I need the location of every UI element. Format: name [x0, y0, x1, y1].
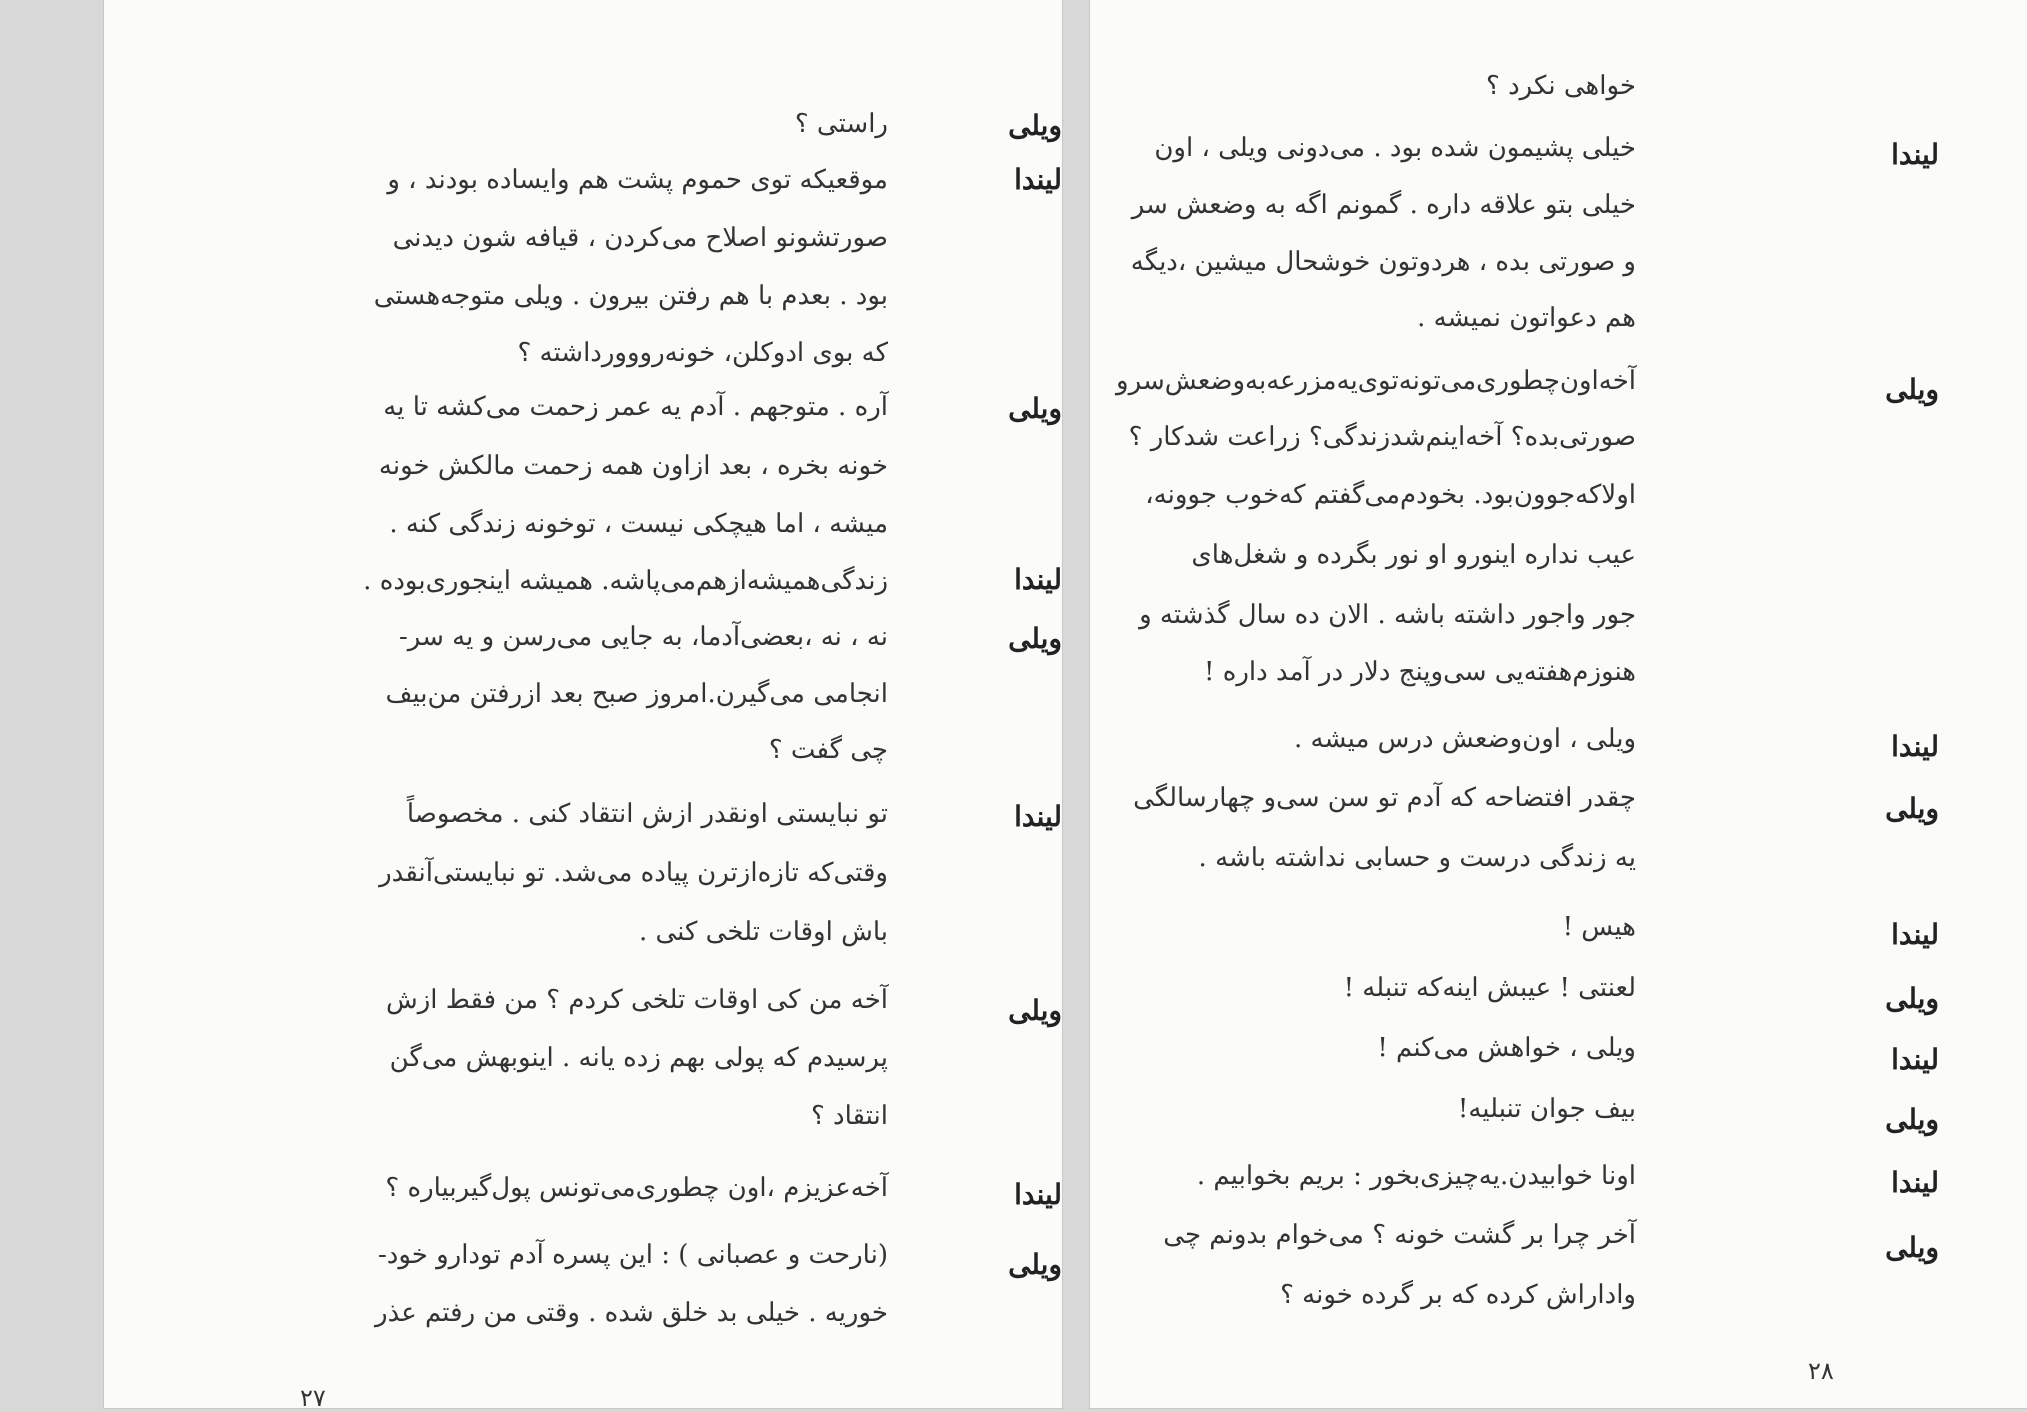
page-number: ۲۸ [1808, 1357, 1834, 1385]
speaker-name: لیندا [1891, 918, 1939, 951]
text-line: ویلی ، اون‌وضعش درس میشه . [1293, 724, 1636, 754]
text-line: آخه من کی اوقات تلخی کردم ؟ من فقط ازش [386, 985, 888, 1015]
speaker-name: لیندا [1891, 730, 1939, 763]
text-line: تو نبایستی اونقدر ازش انتقاد کنی . مخصوصاً [406, 799, 888, 829]
speaker-name: ویلی [1885, 792, 1939, 825]
page-27 [104, 0, 1062, 1412]
speaker-name: ویلی [1008, 1248, 1062, 1281]
text-line: چقدر افتضاحه که آدم تو سن سی‌و چهارسالگی [1133, 783, 1636, 813]
text-line: آخه‌اون‌چطوری‌می‌تونه‌توی‌یه‌مزرعه‌به‌وضعش‌سرو [1116, 366, 1636, 396]
speaker-name: لیندا [1891, 138, 1939, 171]
text-line: انتقاد ؟ [810, 1101, 888, 1131]
text-line: انجامی می‌گیرن.امروز صبح بعد ازرفتن من‌بیف [385, 679, 888, 709]
text-line: موقعیکه توی حموم پشت هم وایساده بودند ، و [387, 165, 888, 195]
speaker-name: لیندا [1014, 1178, 1062, 1211]
text-line: نه ، نه ،بعضی‌آدما، به جایی می‌رسن و یه سر- [398, 622, 888, 652]
speaker-name: ویلی [1008, 994, 1062, 1027]
text-line: واداراش کرده که بر گرده خونه ؟ [1280, 1280, 1636, 1310]
text-line: آخه‌عزیزم ،اون چطوری‌می‌تونس پول‌گیربیاره ؟ [385, 1173, 888, 1203]
speaker-name: ویلی [1008, 109, 1062, 142]
page-number: ۲۷ [300, 1384, 326, 1412]
text-line: که بوی ادوکلن، خونه‌رووورداشته ؟ [517, 338, 888, 368]
text-line: لعنتی ! عیبش اینه‌که تنبله ! [1343, 973, 1636, 1003]
text-line: خونه بخره ، بعد ازاون همه زحمت مالکش خونه [378, 451, 888, 481]
text-line: آره . متوجهم . آدم یه عمر زحمت می‌کشه تا یه [383, 392, 888, 422]
speaker-name: ویلی [1885, 982, 1939, 1015]
speaker-name: ویلی [1885, 373, 1939, 406]
text-line: هنوزم‌هفته‌یی سی‌وپنج دلار در آمد داره ! [1204, 657, 1636, 687]
text-line: خوریه . خیلی بد خلق شده . وقتی من رفتم عذر [375, 1298, 888, 1328]
speaker-name: لیندا [1891, 1166, 1939, 1199]
text-line: بود . بعدم با هم رفتن بیرون . ویلی متوجه‌هستی [373, 281, 888, 311]
text-line: پرسیدم که پولی بهم زده یانه . اینوبهش می‌گن [389, 1043, 888, 1073]
speaker-name: ویلی [1008, 392, 1062, 425]
text-line: خواهی نکرد ؟ [1486, 71, 1636, 101]
text-line: عیب نداره اینورو او نور بگرده و شغل‌های [1191, 540, 1636, 570]
text-line: راستی ؟ [794, 109, 888, 139]
text-line: هم دعواتون نمیشه . [1417, 303, 1636, 333]
text-line: هیس ! [1562, 912, 1636, 942]
speaker-name: لیندا [1014, 800, 1062, 833]
text-line: وقتی‌که تازه‌ازترن پیاده می‌شد. تو نبایستی‌آنقدر [379, 858, 888, 888]
text-line: (نارحت و عصبانی ) : این پسره آدم تودارو خود- [377, 1240, 888, 1270]
text-line: اولاکه‌جوون‌بود. بخودم‌می‌گفتم که‌خوب جوونه، [1145, 480, 1636, 510]
text-line: میشه ، اما هیچکی نیست ، توخونه زندگی کنه . [389, 509, 888, 539]
speaker-name: لیندا [1891, 1043, 1939, 1076]
text-line: جور واجور داشته باشه . الان ده سال گذشته و [1139, 600, 1636, 630]
text-line: اونا خوابیدن.یه‌چیزی‌بخور : بریم بخوابیم . [1196, 1161, 1636, 1191]
speaker-name: لیندا [1014, 563, 1062, 596]
text-line: باش اوقات تلخی کنی . [638, 917, 888, 947]
text-line: خیلی پشیمون شده بود . می‌دونی ویلی ، اون [1154, 133, 1636, 163]
text-line: یه زندگی درست و حسابی نداشته باشه . [1198, 843, 1636, 873]
text-line: زندگی‌همیشه‌ازهم‌می‌پاشه. همیشه اینجوری‌بوده . [363, 566, 888, 596]
text-line: چی گفت ؟ [768, 735, 888, 765]
page-28 [1090, 0, 2027, 1408]
text-line: خیلی بتو علاقه داره . گمونم اگه به وضعش سر [1131, 190, 1636, 220]
text-line: آخر چرا بر گشت خونه ؟ می‌خوام بدونم چی [1163, 1220, 1636, 1250]
speaker-name: ویلی [1008, 622, 1062, 655]
text-line: صورتشونو اصلاح می‌کردن ، قیافه شون دیدنی [392, 223, 888, 253]
speaker-name: ویلی [1885, 1231, 1939, 1264]
text-line: و صورتی بده ، هردوتون خوشحال میشین ،دیگه [1130, 247, 1636, 277]
text-line: ویلی ، خواهش می‌کنم ! [1377, 1033, 1636, 1063]
text-line: بیف جوان تنبلیه! [1457, 1094, 1636, 1124]
speaker-name: لیندا [1014, 163, 1062, 196]
text-line: صورتی‌بده؟ آخه‌اینم‌شدزندگی؟ زراعت شدکار ؟ [1128, 422, 1636, 452]
speaker-name: ویلی [1885, 1103, 1939, 1136]
